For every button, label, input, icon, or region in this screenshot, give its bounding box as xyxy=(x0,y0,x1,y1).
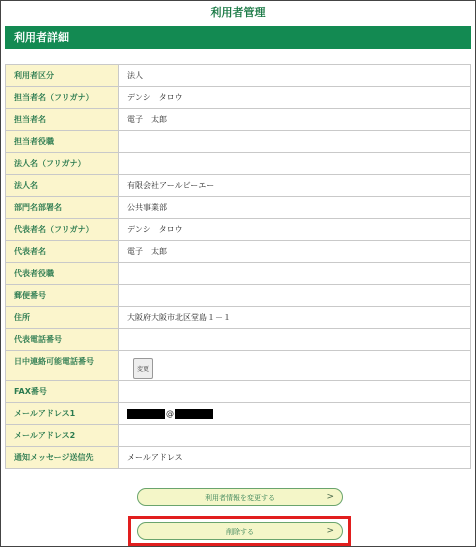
row-label: 担当者名（フリガナ） xyxy=(6,87,119,109)
table-row xyxy=(6,65,471,87)
redacted-email-domain xyxy=(175,409,213,419)
row-label: 法人名 xyxy=(6,175,119,197)
row-label: FAX番号 xyxy=(6,381,119,403)
row-label: 担当者役職 xyxy=(6,131,119,153)
row-label: 部門名部署名 xyxy=(6,197,119,219)
row-value: 有限会社アールビーエー xyxy=(119,175,471,197)
table-row xyxy=(6,403,471,425)
delete-highlight-box xyxy=(128,516,351,546)
row-value xyxy=(119,381,471,403)
row-value xyxy=(119,153,471,175)
table-row xyxy=(6,351,471,381)
phone-change-button[interactable]: 変更 xyxy=(133,358,153,379)
user-detail-table xyxy=(5,64,471,469)
row-value xyxy=(119,131,471,153)
table-row xyxy=(6,307,471,329)
row-value: 電子 太郎 xyxy=(119,241,471,263)
row-value xyxy=(119,425,471,447)
table-row xyxy=(6,381,471,403)
table-row xyxy=(6,263,471,285)
table-row xyxy=(6,87,471,109)
table-row xyxy=(6,197,471,219)
row-value: 大阪府大阪市北区堂島１－１ xyxy=(119,307,471,329)
table-row xyxy=(6,109,471,131)
change-user-info-label: 利用者情報を変更する xyxy=(205,494,275,502)
row-label: 代表者名 xyxy=(6,241,119,263)
row-value: 電子 太郎 xyxy=(119,109,471,131)
row-value: デンシ タロウ xyxy=(119,219,471,241)
row-value: 公共事業部 xyxy=(119,197,471,219)
row-label: 利用者区分 xyxy=(6,65,119,87)
table-row xyxy=(6,285,471,307)
row-value: デンシ タロウ xyxy=(119,87,471,109)
row-label: 住所 xyxy=(6,307,119,329)
table-row xyxy=(6,447,471,469)
row-label: メールアドレス2 xyxy=(6,425,119,447)
table-row xyxy=(6,175,471,197)
row-value: メールアドレス xyxy=(119,447,471,469)
row-value xyxy=(119,329,471,351)
row-label: 担当者名 xyxy=(6,109,119,131)
table-row xyxy=(6,153,471,175)
row-label: 通知メッセージ送信先 xyxy=(6,447,119,469)
email-at-sign: @ xyxy=(166,409,174,418)
row-label: 代表電話番号 xyxy=(6,329,119,351)
chevron-right-icon: > xyxy=(326,492,334,502)
row-value xyxy=(119,403,471,425)
row-label: 代表者役職 xyxy=(6,263,119,285)
table-row xyxy=(6,425,471,447)
row-value: 法人 xyxy=(119,65,471,87)
row-label: 代表者名（フリガナ） xyxy=(6,219,119,241)
row-label: 日中連絡可能電話番号 xyxy=(6,351,119,381)
table-row xyxy=(6,241,471,263)
row-value xyxy=(119,351,471,381)
row-label: 法人名（フリガナ） xyxy=(6,153,119,175)
row-value xyxy=(119,263,471,285)
row-label: 郵便番号 xyxy=(6,285,119,307)
section-title-bar: 利用者詳細 xyxy=(5,26,471,49)
table-row xyxy=(6,131,471,153)
change-user-info-button[interactable] xyxy=(137,488,343,506)
delete-label: 削除する xyxy=(226,528,254,536)
page-title: 利用者管理 xyxy=(210,6,266,19)
chevron-right-icon: > xyxy=(326,526,334,536)
table-row xyxy=(6,329,471,351)
table-row xyxy=(6,219,471,241)
row-label: メールアドレス1 xyxy=(6,403,119,425)
row-value xyxy=(119,285,471,307)
redacted-email-local xyxy=(127,409,165,419)
